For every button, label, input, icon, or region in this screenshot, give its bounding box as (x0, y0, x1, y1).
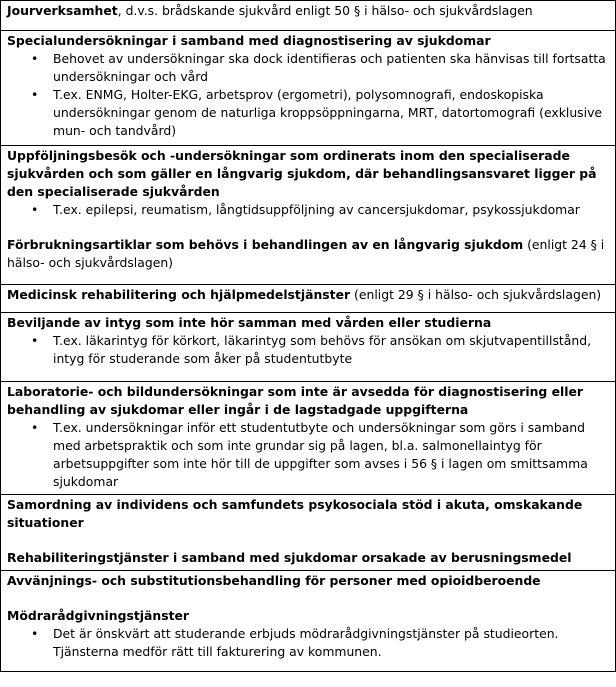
row-paragraph (7, 383, 609, 419)
paragraph-gap (7, 532, 609, 549)
table-cell (1, 382, 616, 495)
list-item: • T.ex. undersökningar inför ett studentutbyte och undersökningar som görs i samband med arbetspraktik och som inte grundar sig på lagen, bl.a. salmonellaintyg för arbetsuppgifter som inte hör till de uppgifter som avses i 56 § i lagen om smittsamma sjukdomar (53, 419, 609, 491)
table-cell (1, 1, 616, 31)
row-heading: Samordning av individens och samfundets psykosociala stöd i akuta, omskakande situationer (7, 497, 583, 530)
table-cell (1, 495, 616, 571)
table-cell (1, 146, 616, 285)
paragraph-gap (7, 590, 609, 607)
row-paragraph (7, 286, 609, 304)
row-text: (enligt 24 § i hälso- och sjukvårdslagen) (7, 237, 605, 270)
row-paragraph (7, 236, 609, 272)
row-paragraph (7, 549, 609, 567)
row-paragraph (7, 2, 609, 20)
row-heading: Avvänjnings- och substitutionsbehandling för personer med opioidberoende (7, 573, 541, 588)
bullet-list (7, 625, 609, 661)
row-paragraph (7, 607, 609, 625)
row-heading: Specialundersökningar i samband med diagnostisering av sjukdomar (7, 33, 491, 48)
row-heading: Jourverksamhet (7, 3, 118, 18)
row-paragraph (7, 572, 609, 590)
table-row (1, 146, 616, 285)
bullet-list (7, 201, 609, 219)
table-row (1, 313, 616, 382)
row-paragraph (7, 32, 609, 50)
row-heading: Uppföljningsbesök och -undersökningar som ordinerats inom den specialiserade sjukvården och som gäller en långvarig sjukdom, där behandlingsansvaret ligger på den specialiserade sjukvården (7, 148, 597, 199)
row-paragraph (7, 314, 609, 332)
bullet-list (7, 50, 609, 140)
list-item: • Behovet av undersökningar ska dock identifieras och patienten ska hänvisas till fortsatta undersökningar och vård (53, 50, 609, 86)
row-heading: Förbrukningsartiklar som behövs i behandlingen av en långvarig sjukdom (7, 237, 524, 252)
list-item: • T.ex. ENMG, Holter-EKG, arbetsprov (ergometri), polysomnografi, endoskopiska undersökningar genom de naturliga kroppsöppningarna, MRT, datortomografi (exklusive mun- och tandvård) (53, 86, 609, 140)
bullet-list (7, 332, 609, 368)
row-heading: Beviljande av intyg som inte hör samman med vården eller studierna (7, 315, 492, 330)
table-row (1, 495, 616, 571)
row-paragraph (7, 496, 609, 532)
table-cell (1, 313, 616, 382)
table-cell (1, 571, 616, 672)
paragraph-gap (7, 219, 609, 236)
list-item: • T.ex. epilepsi, reumatism, långtidsuppföljning av cancersjukdomar, psykossjukdomar (53, 201, 609, 219)
row-heading: Laboratorie- och bildundersökningar som inte är avsedda för diagnostisering eller behandling av sjukdomar eller ingår i de lagstadgade uppgifterna (7, 384, 584, 417)
row-heading: Rehabiliteringstjänster i samband med sjukdomar orsakade av berusningsmedel (7, 550, 572, 565)
table-row (1, 31, 616, 146)
row-text: (enligt 29 § i hälso- och sjukvårdslagen) (350, 287, 602, 302)
row-heading: Mödrarådgivningstjänster (7, 608, 190, 623)
table-cell (1, 31, 616, 146)
table-row (1, 382, 616, 495)
list-item: • T.ex. läkarintyg för körkort, läkarintyg som behövs för ansökan om skjutvapentillstånd, intyg för studerande som åker på studentutbyte (53, 332, 609, 368)
table-row (1, 285, 616, 313)
table-row (1, 1, 616, 31)
list-item: • Det är önskvärt att studerande erbjuds mödrarådgivningstjänster på studieorten. Tjänsterna medför rätt till fakturering av kommunen. (53, 625, 609, 661)
row-text: , d.v.s. brådskande sjukvård enligt 50 § i hälso- och sjukvårdslagen (117, 3, 533, 18)
row-heading: Medicinsk rehabilitering och hjälpmedelstjänster (7, 287, 351, 302)
table-cell (1, 285, 616, 313)
table-row (1, 571, 616, 672)
row-paragraph (7, 147, 609, 201)
bullet-list (7, 419, 609, 491)
